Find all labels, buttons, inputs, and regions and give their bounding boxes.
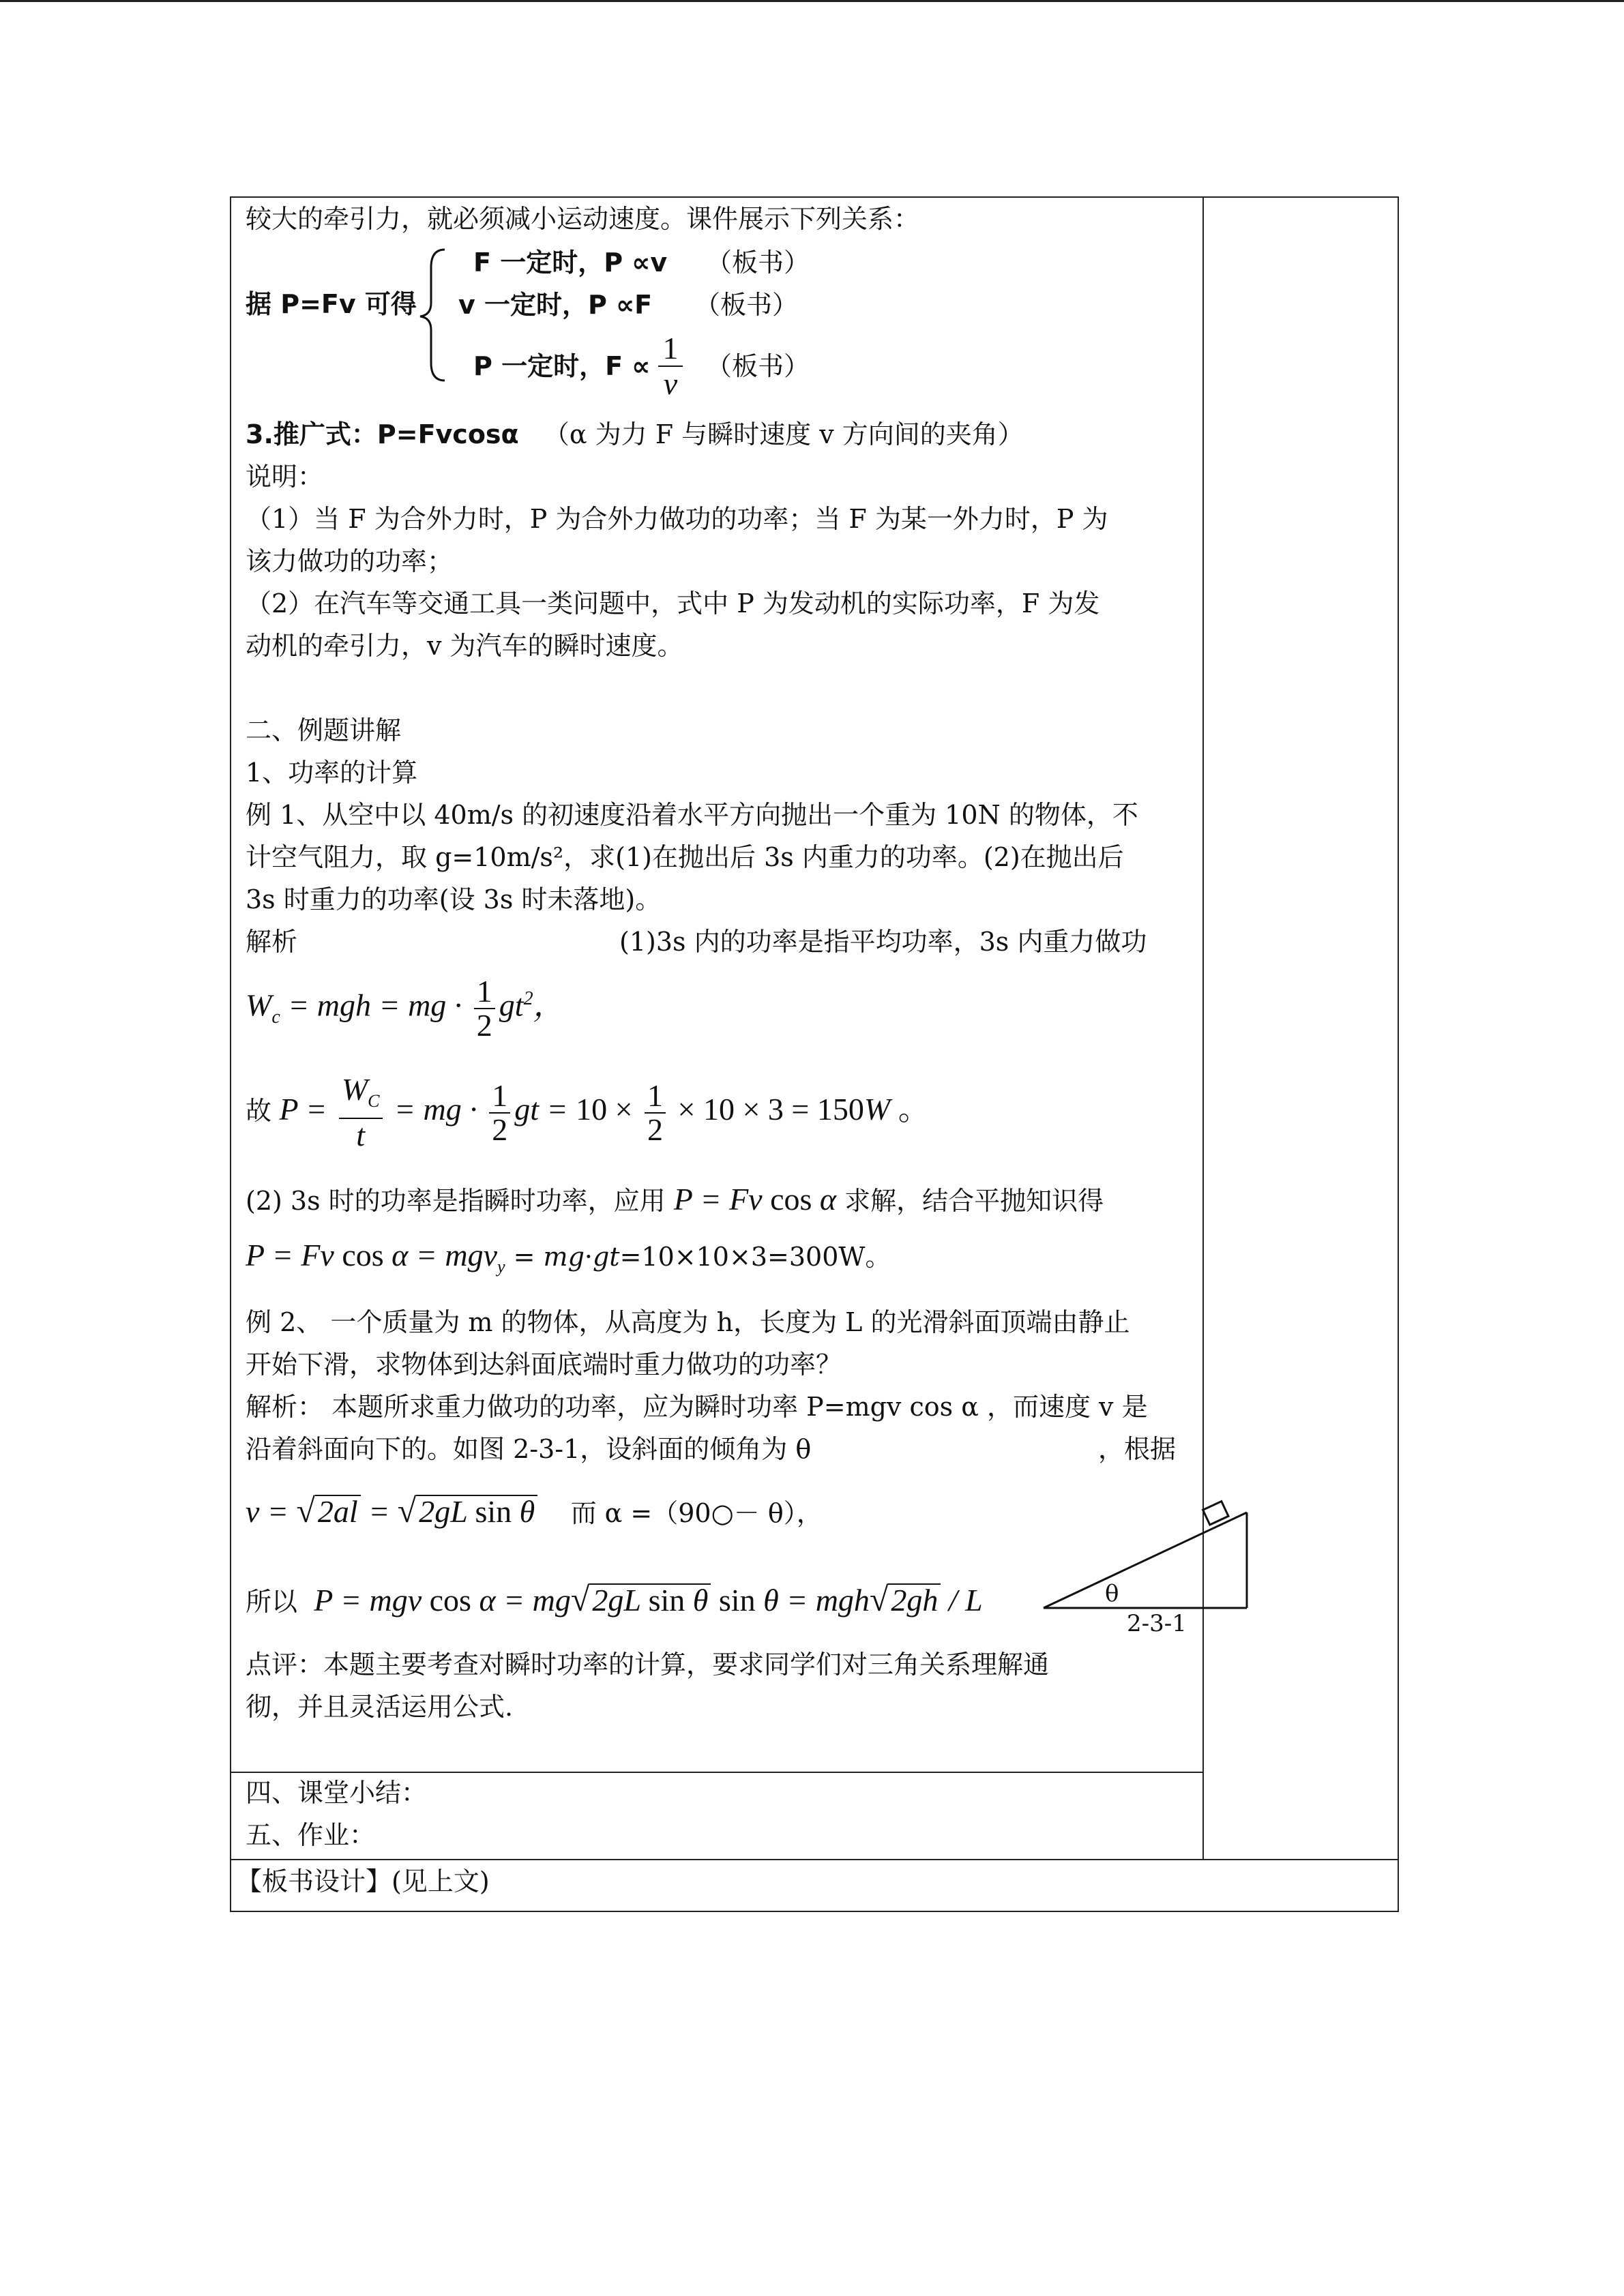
- equation-average-power: 故 P = $\frac{W_C}{t}$ = mg · $\frac{1}{2}$ gt = 10 × $\frac{1}{2}$ × 10 × 3 = 150W 。: [246, 1072, 930, 1153]
- figure-caption: 2-3-1: [1127, 1610, 1187, 1637]
- example-2-line-2: 开始下滑，求物体到达斜面底端时重力做功的功率？: [246, 1350, 842, 1380]
- example-2-line-1: 例 2、 一个质量为 m 的物体，从高度为 h，长度为 L 的光滑斜面顶端由静止: [246, 1307, 1130, 1337]
- solution-1-text: (1)3s 内的功率是指平均功率，3s 内重力做功: [619, 927, 1147, 957]
- case-3-note: （板书）: [706, 351, 810, 381]
- example-2-line-4a: 沿着斜面向下的。如图 2-3-1，设斜面的倾角为 θ: [246, 1434, 812, 1464]
- subsection-1-heading: 1、功率的计算: [246, 758, 418, 788]
- general-formula: 3.推广式：P=Fvcosα （α 为力 F 与瞬时速度 v 方向间的夹角）: [246, 419, 1024, 449]
- explain-2b: 动机的牵引力，v 为汽车的瞬时速度。: [246, 631, 683, 661]
- example-1-line-2: 计空气阻力，取 g=10m/s²，求(1)在抛出后 3s 内重力的功率。(2)在抛出后: [246, 842, 1124, 872]
- equation-instant-power: P = Fv cos α = mgv$_y$ = mg·gt=10×10×3=300W。: [246, 1238, 891, 1277]
- case-3-fraction: 1 v: [658, 331, 683, 401]
- example-1-line-1: 例 1、从空中以 40m/s 的初速度沿着水平方向抛出一个重为 10N 的物体，不: [246, 800, 1138, 830]
- incline-figure: [1037, 1493, 1255, 1643]
- explain-2a: （2）在汽车等交通工具一类问题中，式中 P 为发动机的实际功率，F 为发: [246, 588, 1100, 618]
- case-1: F 一定时，P ∝v: [473, 248, 668, 278]
- case-2-note: （板书）: [694, 290, 799, 320]
- comment-line-1: 点评：本题主要考查对瞬时功率的计算，要求同学们对三角关系理解通: [246, 1650, 1050, 1680]
- case-3: P 一定时，F ∝: [473, 351, 651, 381]
- table-row-divider-board: [230, 1859, 1399, 1860]
- equation-work: $W_c$ = mgh = mg · $\frac{1}{2}$ $gt^2$，: [246, 974, 565, 1043]
- solution-label: 解析: [246, 927, 298, 957]
- brace-prefix: 据 P=Fv 可得: [246, 289, 417, 319]
- example-2-line-3: 解析： 本题所求重力做功的功率，应为瞬时功率 P=mgv cos α ，而速度 v 是: [246, 1392, 1148, 1422]
- comment-line-2: 彻，并且灵活运用公式.: [246, 1692, 514, 1722]
- explain-1a: （1）当 F 为合外力时，P 为合外力做功的功率；当 F 为某一外力时，P 为: [246, 504, 1108, 534]
- board-design: 【板书设计】(见上文): [236, 1866, 490, 1896]
- section-4-heading: 四、课堂小结：: [246, 1778, 428, 1808]
- table-row-divider: [230, 1772, 1204, 1773]
- example-2-line-4b: ，根据: [1098, 1434, 1177, 1464]
- case-2: v 一定时，P ∝F: [458, 290, 653, 320]
- equation-velocity: v = √2al = √2gL sin θ 而 α =（90○－ θ），: [246, 1491, 823, 1530]
- section-5-heading: 五、作业：: [246, 1820, 376, 1850]
- explain-1b: 该力做功的功率；: [246, 546, 454, 576]
- top-border-line: [0, 0, 1624, 2]
- solution-2-text: (2) 3s 时的功率是指瞬时功率，应用 P = Fv cos α 求解，结合平抛知识得: [246, 1182, 1104, 1217]
- example-1-line-3: 3s 时重力的功率(设 3s 时未落地)。: [246, 884, 662, 914]
- explain-heading: 说明：: [246, 462, 324, 492]
- equation-final: 所以 P = mgv cos α = mg√2gL sin θ sin θ = mgh√2gh / L: [246, 1580, 983, 1618]
- intro-line: 较大的牵引力，就必须减小运动速度。课件展示下列关系：: [246, 204, 920, 234]
- case-1-note: （板书）: [706, 248, 810, 278]
- section-2-heading: 二、例题讲解: [246, 715, 402, 745]
- angle-label: θ: [1105, 1580, 1119, 1607]
